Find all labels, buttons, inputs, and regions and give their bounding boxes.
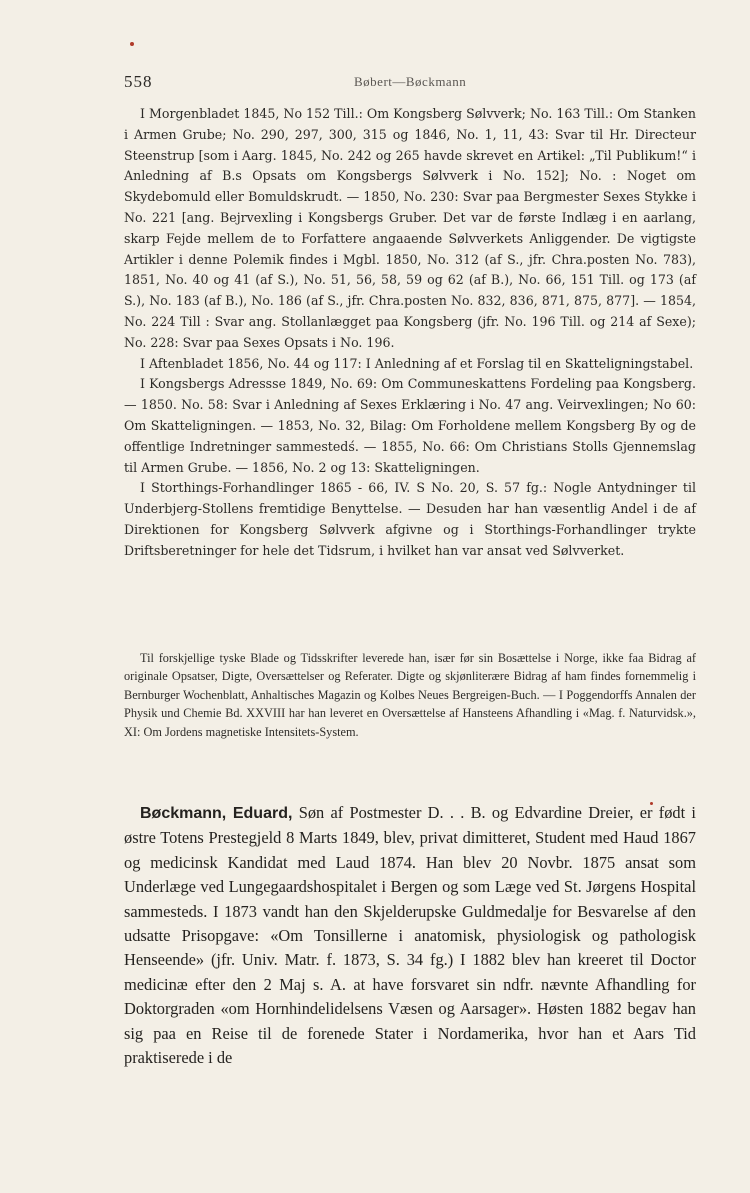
fraktur-paragraph: I Kongsbergs Adressse 1849, No. 69: Om Communeskattens Fordeling paa Kongsberg. — 1850. No. 58: Svar i Anledning af Sexes Erklæring i No. 47 ang. Veirvexlingen; No 60: Om Skatteligningen. — 1853, No. 32, Bilag: Om Forholdene mellem Kongsberg By og de offentlige Indretninger sammestedś. — 1855, No. 66: Om Christians Stolls Gjennemslag til Armen Grube. — 1856, No. 2 og 13: Skatteligningen. — [124, 376, 696, 475]
fraktur-paragraph: I Morgenbladet 1845, No 152 Till.: Om Kongsberg Sølvverk; No. 163 Till.: Om Stanken i Armen Grube; No. 290, 297, 300, 315 og 1846, No. 1, 11, 43: Svar til Hr. Directeur Steenstrup [som i Aarg. 1845, No. 242 og 265 havde skrevet en Artikel: „Til Publikum!“ i Anledning af B.s Opsats om Kongsbergs Sølvverk i No. 152]; No. : Noget om Skydebomuld eller Bomuldskrudt. — 1850, No. 230: Svar paa Bergmester Sexes Stykke i No. 221 [ang. Bejrvexling i Kongsbergs Gruber. Det var de første Indlæg i en aarlang, skarp Fejde mellem de to Forfattere angaaende Sølvverkets Anliggender. De vigtigste Artikler i denne Polemik findes i Mgbl. 1850, No. 312 (af S., jfr. Chra.posten No. 783), 1851, No. 40 og 41 (af S.), No. 51, 56, 58, 59 og 62 (af B.), No. 66, 151 Till. og 173 (af S.), No. 183 (af B.), No. 186 (af S., jfr. Chra.posten No. 832, 836, 871, 875, 877]. — 1854, No. 224 Till : Svar ang. Stollanlægget paa Kongsberg (jfr. No. 196 Till. og 214 af Sexe); No. 228: Svar paa Sexes Opsats i No. 196. — [124, 106, 696, 350]
entry-paragraph — [124, 801, 696, 1070]
biography-entry — [124, 801, 696, 1070]
fraktur-paragraph: I Aftenbladet 1856, No. 44 og 117: I Anledning af et Forslag til en Skatteligningstabel. — [140, 355, 694, 371]
ink-spot-decoration — [130, 42, 134, 46]
entry-text: Søn af Postmester D. . . B. og Edvardine Dreier, er født i østre Totens Prestegjeld 8 Marts 1849, blev, privat dimitteret, Student med Haud 1867 og medicinsk Kandidat med Laud 1874. Han blev 20 Novbr. 1875 ansat som Underlæge ved Lungegaardshospitalet i Bergen og som Læge ved St. Jørgens Hospital sammesteds. I 1873 vandt han den Skjelderupske Guldmedalje for Besvarelse af den udsatte Prisopgave: «Om Tonsillerne i anatomisk, physiologisk og pathologisk Henseende» (jfr. Univ. Matr. f. 1873, S. 34 fg.) I 1882 blev han kreeret til Doctor medicinæ efter den 2 Maj s. A. at have forsvaret sin ndfr. nævnte Afhandling for Doktorgraden «om Hornhindelidelsens Væsen og Aarsager». Høsten 1882 begav han sig paa en Reise til de forenede Stater i Nordamerika, hvor han et Aars Tid praktiserede i de — [124, 803, 696, 1068]
small-paragraph: Til forskjellige tyske Blade og Tidsskrifter leverede han, især før sin Bosættelse i Norge, ikke faa Bidrag af originale Opsatser, Digte, Oversættelser og Referater. Digte og skjønliterære Bidrag af ham findes fornemmelig i Bernburger Wochenblatt, Anhaltisches Magazin og Kolbes Neues Bergreigen-Buch. — I Poggendorffs Annalen der Physik und Chemie Bd. XXVIII har han leveret en Oversættelse af Hansteens Afhandling i «Mag. f. Naturvidsk.», XI: Om Jordens magnetiske Intensitets-System. — [124, 651, 696, 739]
fraktur-bibliography-section — [124, 104, 696, 562]
page-number: 558 — [124, 72, 153, 91]
running-head: Bøbert—Bøckmann — [354, 74, 467, 89]
entry-headword: Bøckmann, Eduard, — [140, 805, 293, 822]
page-header — [124, 72, 696, 94]
fraktur-paragraph: I Storthings-Forhandlinger 1865 - 66, IV. S No. 20, S. 57 fg.: Nogle Antydninger til Underbjerg-Stollens fremtidige Benyttelse. — Desuden har han væsentlig Andel i de af Direktionen for Kongsberg Sølvverk afgivne og i Storthings-Forhandlinger trykte Driftsberetninger for hele det Tidsrum, i hvilket han var ansat ved Sølvverket. — [124, 480, 696, 558]
small-print-section — [124, 649, 696, 741]
